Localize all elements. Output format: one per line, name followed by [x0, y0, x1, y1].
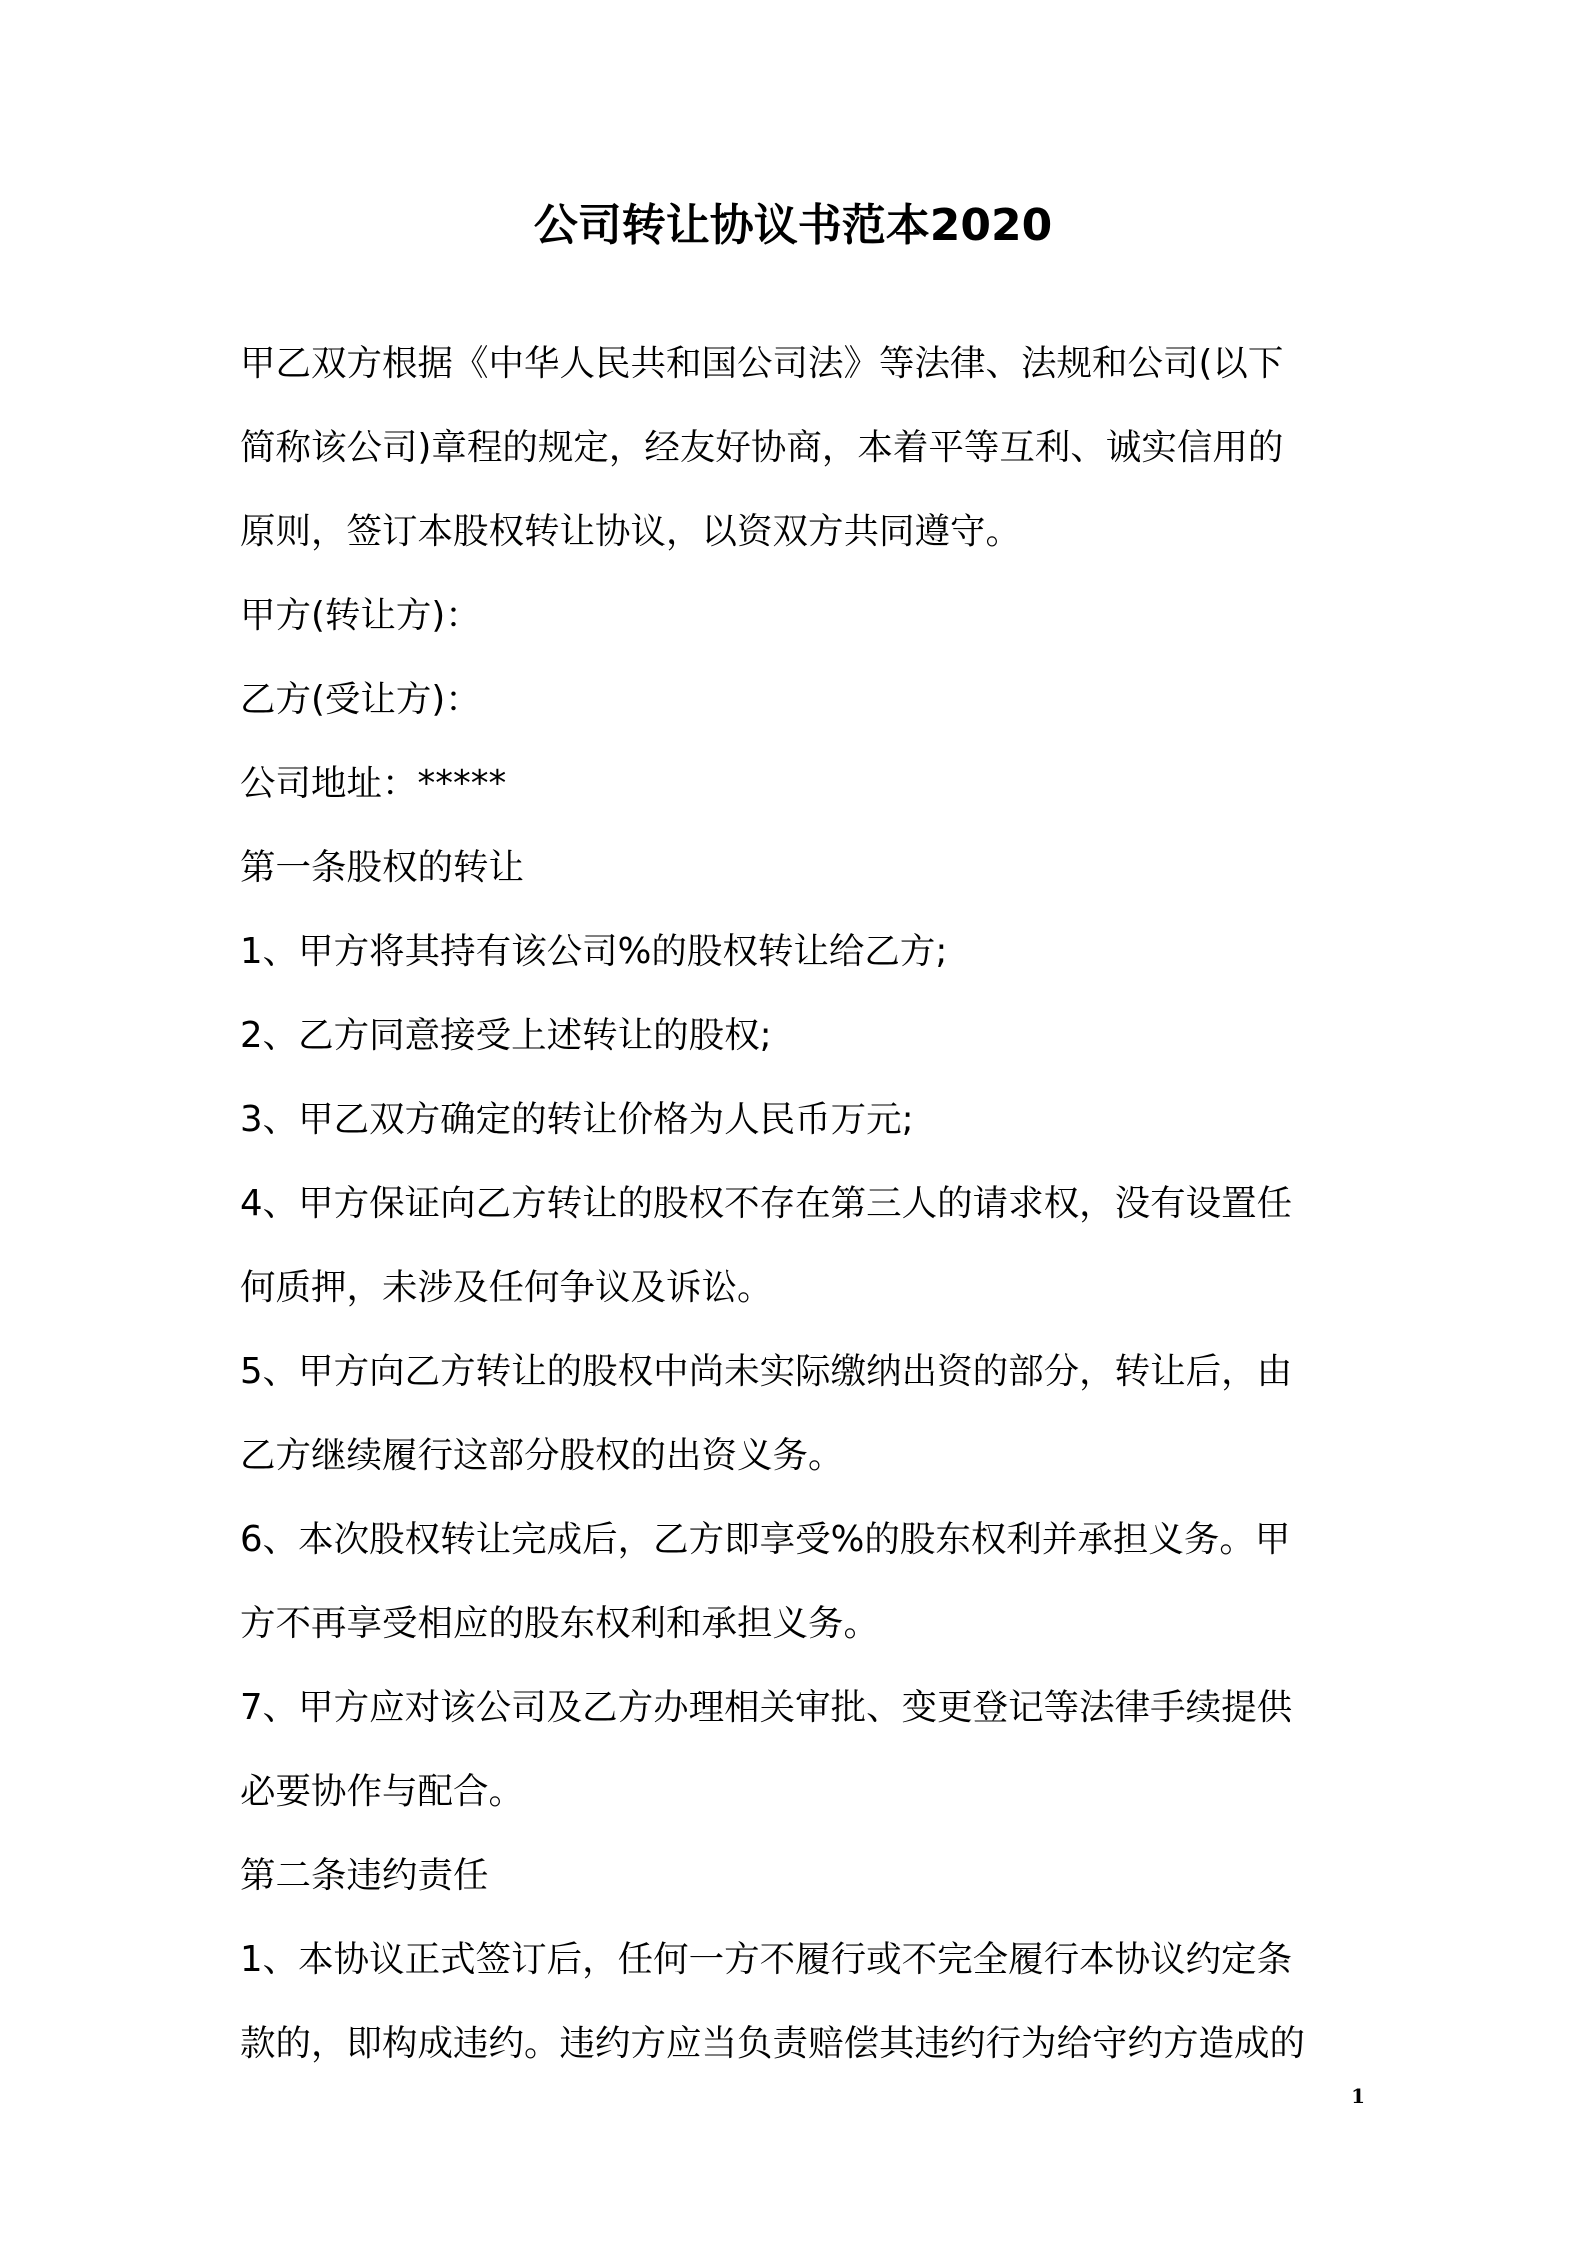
- document-title: 公司转让协议书范本2020: [533, 200, 1053, 251]
- text-line: 乙方(受让方)：: [240, 679, 481, 720]
- article-2-clause-1: [240, 1918, 1350, 2086]
- article-2-heading: [240, 1834, 1350, 1918]
- text-line: 1、甲方将其持有该公司%的股权转让给乙方;: [240, 931, 948, 972]
- text-line: 4、甲方保证向乙方转让的股权不存在第三人的请求权，没有设置任: [240, 1183, 1293, 1224]
- party-b-line: [240, 658, 1350, 742]
- text-line: 7、甲方应对该公司及乙方办理相关审批、变更登记等法律手续提供: [240, 1687, 1293, 1728]
- text-line: 乙方继续履行这部分股权的出资义务。: [240, 1435, 844, 1476]
- article-1-clause-3: [240, 1078, 1350, 1162]
- text-line: 款的，即构成违约。违约方应当负责赔偿其违约行为给守约方造成的: [240, 2023, 1306, 2064]
- text-line: 第一条股权的转让: [240, 847, 525, 888]
- article-1-heading: [240, 826, 1350, 910]
- article-1-clause-5: [240, 1330, 1350, 1498]
- text-line: 公司地址：*****: [240, 763, 507, 804]
- article-1-clause-2: [240, 994, 1350, 1078]
- text-line: 方不再享受相应的股东权利和承担义务。: [240, 1603, 880, 1644]
- text-line: 5、甲方向乙方转让的股权中尚未实际缴纳出资的部分，转让后，由: [240, 1351, 1293, 1392]
- article-1-clause-7: [240, 1666, 1350, 1834]
- article-1-clause-4: [240, 1162, 1350, 1330]
- text-line: 第二条违约责任: [240, 1855, 489, 1896]
- text-line: 甲方(转让方)：: [240, 595, 481, 636]
- text-line: 2、乙方同意接受上述转让的股权;: [240, 1015, 772, 1056]
- article-1-clause-6: [240, 1498, 1350, 1666]
- document-body: [240, 322, 1350, 2086]
- text-line: 简称该公司)章程的规定，经友好协商，本着平等互利、诚实信用的: [240, 427, 1284, 468]
- text-line: 何质押，未涉及任何争议及诉讼。: [240, 1267, 773, 1308]
- text-line: 3、甲乙双方确定的转让价格为人民币万元;: [240, 1099, 914, 1140]
- page-number: 1: [1351, 2084, 1365, 2108]
- text-line: 原则，签订本股权转让协议，以资双方共同遵守。: [240, 511, 1022, 552]
- text-line: 6、本次股权转让完成后，乙方即享受%的股东权利并承担义务。甲: [240, 1519, 1291, 1560]
- text-line: 1、本协议正式签订后，任何一方不履行或不完全履行本协议约定条: [240, 1939, 1293, 1980]
- text-line: 甲乙双方根据《中华人民共和国公司法》等法律、法规和公司(以下: [240, 343, 1284, 384]
- company-address-line: [240, 742, 1350, 826]
- text-line: 必要协作与配合。: [240, 1771, 525, 1812]
- party-a-line: [240, 574, 1350, 658]
- preamble-paragraph: [240, 322, 1350, 574]
- article-1-clause-1: [240, 910, 1350, 994]
